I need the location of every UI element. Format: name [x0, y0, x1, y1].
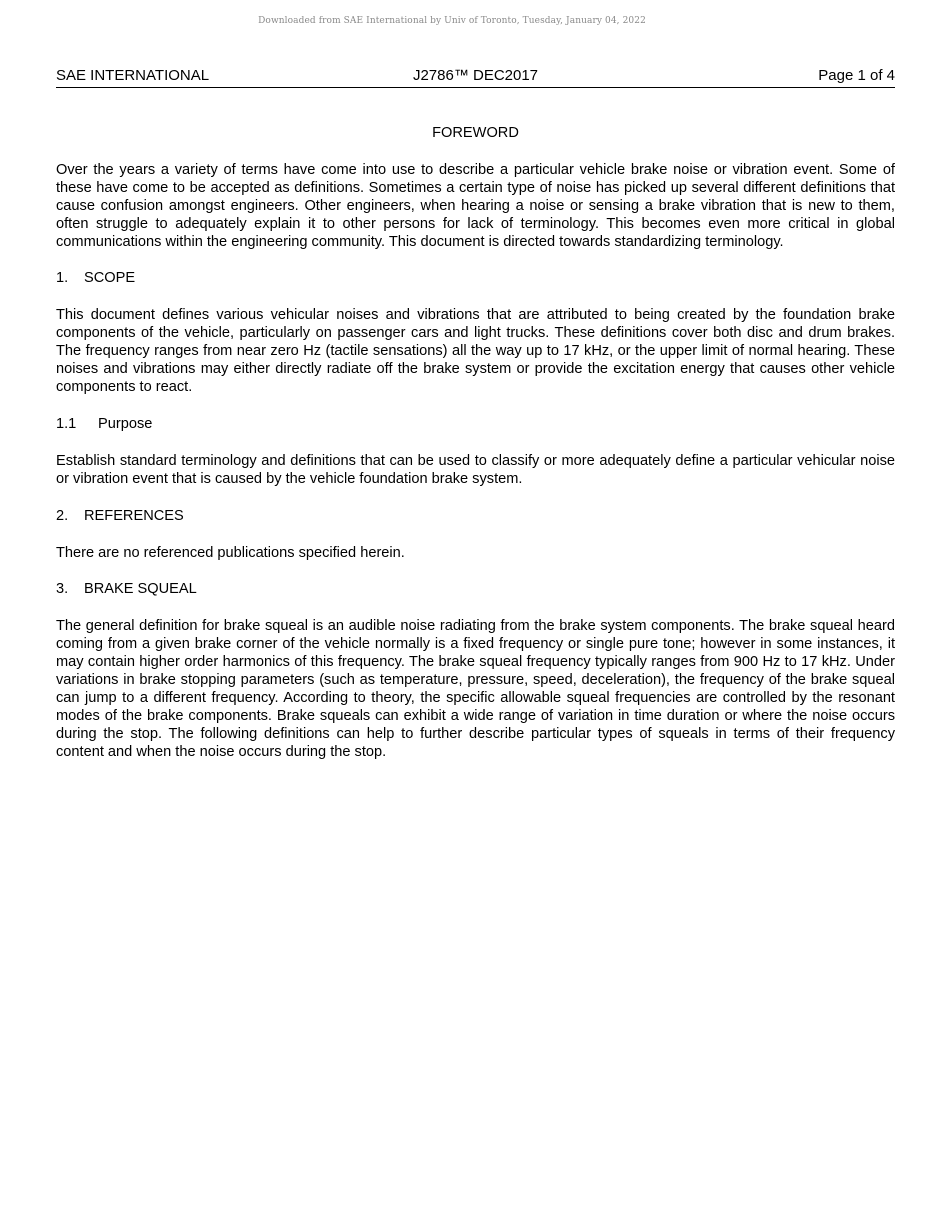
section-number: 1.	[56, 270, 69, 287]
section-title: SCOPE	[84, 270, 136, 287]
foreword-heading: FOREWORD	[432, 125, 519, 141]
header-document-id: J2786™ DEC2017	[412, 67, 539, 84]
header-organization: SAE INTERNATIONAL	[56, 67, 210, 84]
section-title: REFERENCES	[84, 507, 184, 524]
section-references-heading	[56, 508, 895, 526]
section-title: BRAKE SQUEAL	[84, 581, 197, 598]
document-body	[56, 125, 895, 781]
section-brake-squeal-heading	[56, 581, 895, 599]
section-purpose-heading	[56, 416, 895, 434]
section-scope-heading	[56, 270, 895, 288]
purpose-paragraph: Establish standard terminology and definitions that can be used to classify or more adequately define a particular vehicular noise or vibration event that is caused by the vehicle foundation brake system.	[56, 452, 895, 487]
foreword-paragraph: Over the years a variety of terms have come into use to describe a particular vehicle brake noise or vibration event. Some of these have come to be accepted as definitions. Sometimes a certain type of noise has picked up several different definitions that cause confusion amongst engineers. Other engineers, when hearing a noise or sensing a brake vibration that is new to them, often struggle to adequately explain it to other persons for lack of terminology. This becomes even more critical in global communications within the engineering community. This document is directed towards standardizing terminology.	[56, 161, 895, 250]
section-number: 3.	[56, 581, 69, 598]
header-page-number: Page 1 of 4	[818, 67, 895, 84]
download-watermark: Downloaded from SAE International by Univ of Toronto, Tuesday, January 04, 2022	[258, 16, 646, 26]
section-title: Purpose	[98, 415, 153, 432]
section-number: 1.1	[56, 415, 77, 432]
references-paragraph: There are no referenced publications specified herein.	[56, 544, 405, 561]
scope-paragraph: This document defines various vehicular noises and vibrations that are attributed to being created by the foundation brake components of the vehicle, particularly on passenger cars and light trucks. These definitions cover both disc and drum brakes. The frequency ranges from near zero Hz (tactile sensations) all the way up to 17 kHz, or the upper limit of normal hearing. These noises and vibrations may either directly radiate off the brake system or provide the excitation energy that causes other vehicle components to react.	[56, 307, 895, 395]
page-header	[56, 66, 895, 88]
brake-squeal-paragraph: The general definition for brake squeal is an audible noise radiating from the brake system components. The brake squeal heard coming from a given brake corner of the vehicle normally is a fixed frequency or single pure tone; however in some instances, it may contain higher order harmonics of this frequency. The brake squeal frequency typically ranges from 900 Hz to 17 kHz. Under variations in brake stopping parameters (such as temperature, pressure, speed, deceleration), the frequency of the brake squeal can jump to a different frequency. According to theory, the specific allowable squeal frequencies are controlled by the resonant modes of the brake components. Brake squeals can exhibit a wide range of variation in time duration or where the noise occurs during the stop. The following definitions can help to further describe particular types of squeals in terms of their frequency content and when the noise occurs during the stop.	[56, 618, 895, 760]
section-number: 2.	[56, 507, 69, 524]
